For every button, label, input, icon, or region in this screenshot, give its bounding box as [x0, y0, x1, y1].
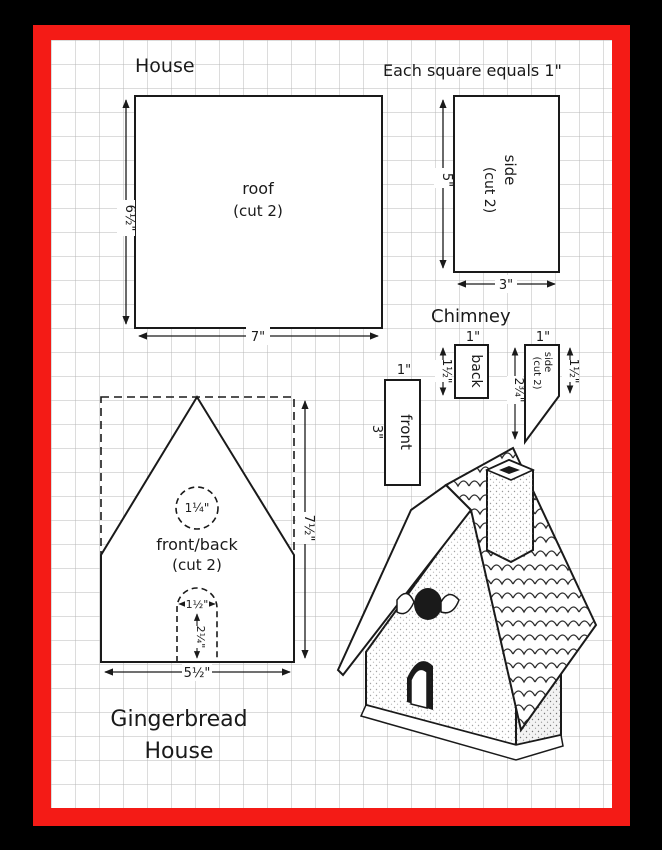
- side-width-dim: 3": [498, 278, 514, 293]
- footer-title-line2: House: [144, 739, 214, 764]
- chimney-back-width-dim: 1": [465, 330, 481, 345]
- roof-height-dim: 6½": [122, 204, 137, 232]
- section-title-house: House: [135, 55, 195, 77]
- chimney-side-label: side: [542, 351, 553, 373]
- chimney-front-width-dim: 1": [396, 363, 412, 378]
- chimney-side-qty: (cut 2): [531, 356, 542, 390]
- side-qty: (cut 2): [481, 166, 497, 214]
- chimney-side-small-dim: 1½": [567, 358, 581, 384]
- chimney-back-height-dim: 1½": [440, 358, 454, 384]
- roof-label: roof: [242, 179, 274, 198]
- footer-title-line1: Gingerbread: [110, 707, 248, 732]
- door-height-dim: 2¼": [194, 625, 207, 649]
- front-back-qty: (cut 2): [172, 556, 222, 574]
- scale-note: Each square equals 1": [383, 61, 562, 80]
- front-back-label: front/back: [156, 535, 238, 554]
- roof-width-dim: 7": [250, 330, 266, 345]
- pattern-diagram: [51, 40, 612, 808]
- side-height-dim: 5": [439, 172, 454, 188]
- front-back-height-dim: 7½": [301, 514, 316, 542]
- front-back-width-dim: 5½": [183, 666, 211, 681]
- pattern-sheet: [51, 40, 612, 808]
- roof-qty: (cut 2): [233, 202, 283, 220]
- chimney-side-height-dim: 2¾": [512, 377, 526, 403]
- side-label: side: [501, 154, 519, 186]
- roof-piece: [117, 96, 382, 345]
- chimney-front-label: front: [397, 414, 415, 450]
- chimney-front-height-dim: 3": [369, 424, 384, 440]
- chimney-back-label: back: [468, 354, 484, 388]
- chimney-title: Chimney: [431, 306, 511, 327]
- door-width-dim: 1½": [185, 598, 209, 611]
- chimney-side-width-dim: 1": [535, 330, 551, 345]
- front-back-window-dim: 1¼": [184, 501, 210, 515]
